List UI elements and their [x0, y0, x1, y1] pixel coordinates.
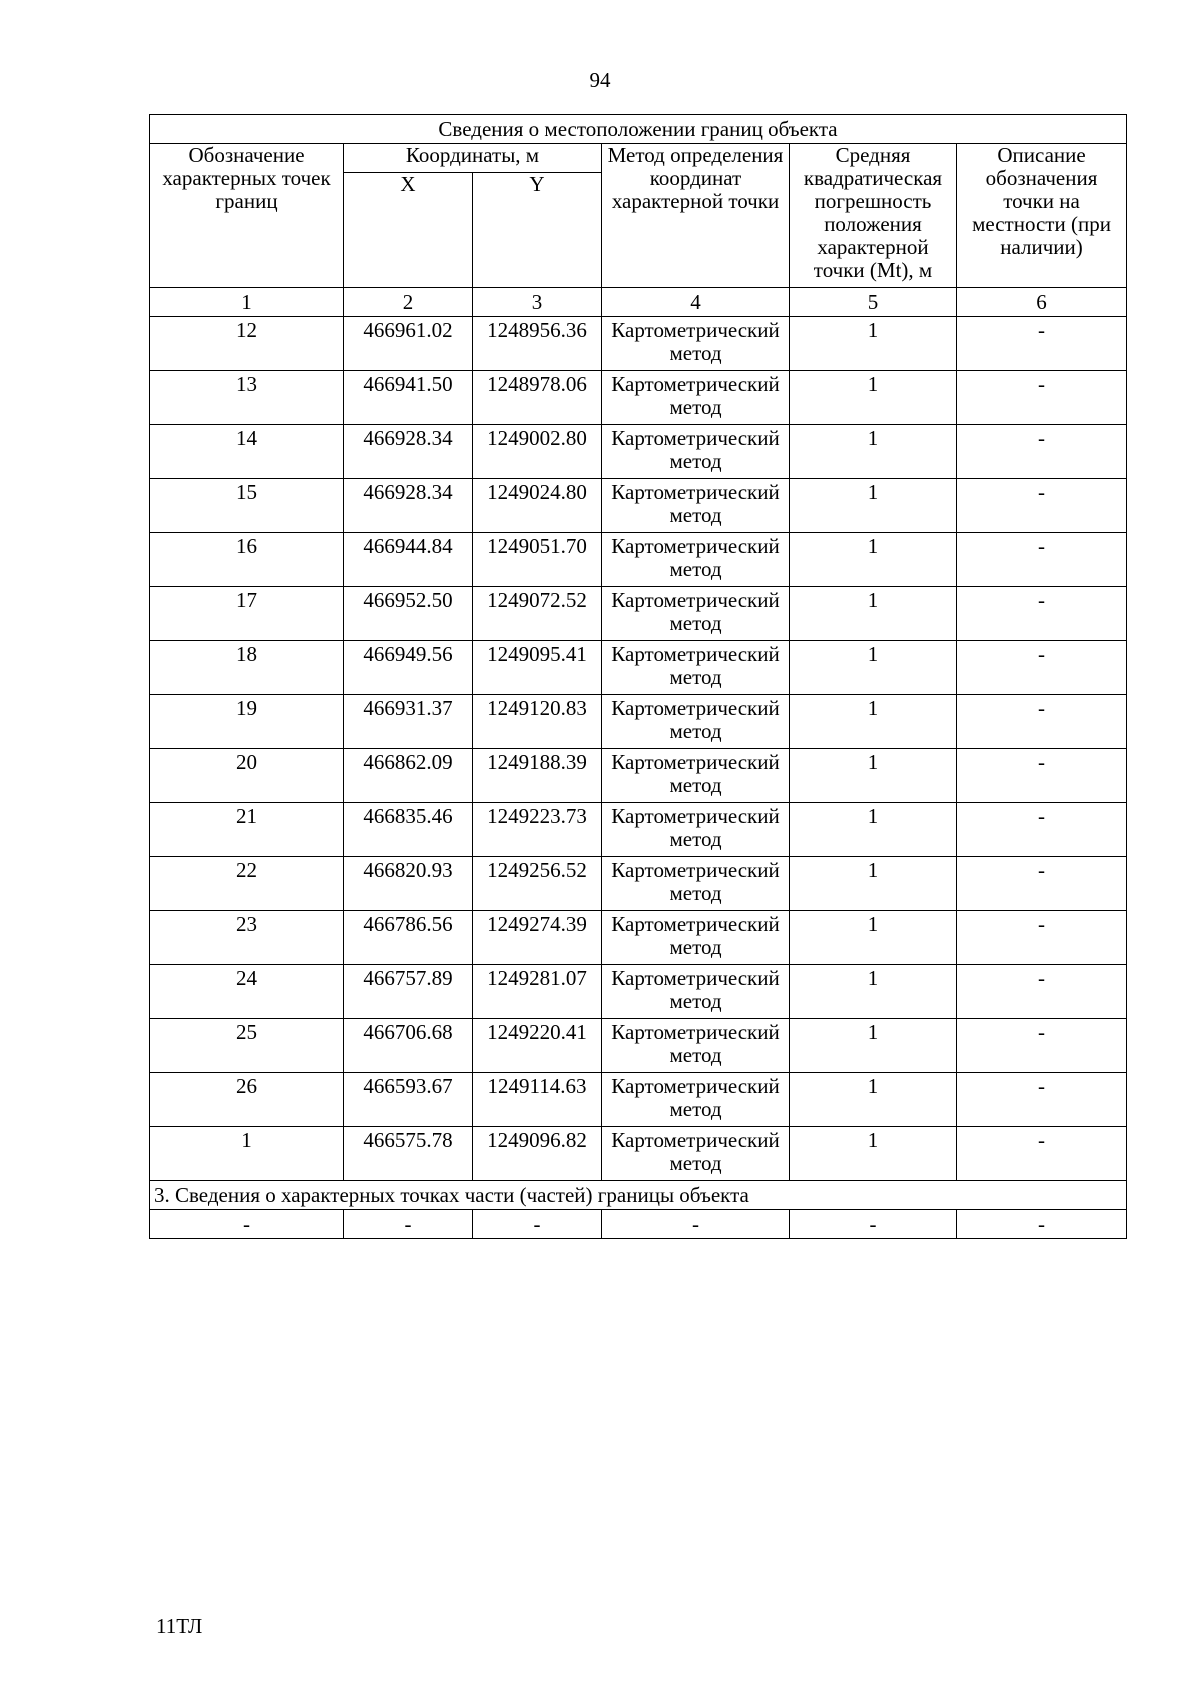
method-cell	[602, 533, 790, 587]
header-method: Метод определения координат характерной точки	[602, 144, 790, 288]
method-cell	[602, 317, 790, 371]
y-coordinate: 1248978.06	[473, 371, 602, 425]
point-number: 14	[150, 425, 344, 479]
mean-square-error: 1	[790, 695, 957, 749]
table-row	[150, 317, 1127, 371]
method-suffix: метод	[669, 719, 722, 743]
header-point-description: Описание обозначения точки на местности (при наличии)	[957, 144, 1127, 288]
column-number: 5	[790, 288, 957, 317]
header-coordinates: Координаты, м	[344, 144, 602, 173]
point-description: -	[957, 317, 1127, 371]
column-number: 2	[344, 288, 473, 317]
x-coordinate: 466928.34	[344, 479, 473, 533]
empty-value: -	[344, 1210, 473, 1239]
mean-square-error: 1	[790, 1019, 957, 1073]
point-description: -	[957, 911, 1127, 965]
method-suffix: метод	[669, 827, 722, 851]
table-row	[150, 1019, 1127, 1073]
point-number: 20	[150, 749, 344, 803]
method-cell	[602, 1127, 790, 1181]
y-coordinate: 1248956.36	[473, 317, 602, 371]
method-suffix: метод	[669, 557, 722, 581]
method-cell	[602, 695, 790, 749]
empty-value: -	[790, 1210, 957, 1239]
point-number: 24	[150, 965, 344, 1019]
y-coordinate: 1249114.63	[473, 1073, 602, 1127]
table-row	[150, 965, 1127, 1019]
method-name: Картометрический	[611, 372, 780, 396]
y-coordinate: 1249281.07	[473, 965, 602, 1019]
column-number: 4	[602, 288, 790, 317]
method-suffix: метод	[669, 341, 722, 365]
empty-value: -	[150, 1210, 344, 1239]
mean-square-error: 1	[790, 587, 957, 641]
point-description: -	[957, 425, 1127, 479]
header-mean-square-error: Средняя квадратическая погрешность положения характерной точки (Mt), м	[790, 144, 957, 288]
point-description: -	[957, 533, 1127, 587]
method-suffix: метод	[669, 881, 722, 905]
method-name: Картометрический	[611, 1020, 780, 1044]
table-caption: Сведения о местоположении границ объекта	[150, 115, 1127, 144]
method-suffix: метод	[669, 773, 722, 797]
x-coordinate: 466757.89	[344, 965, 473, 1019]
mean-square-error: 1	[790, 1073, 957, 1127]
table-row	[150, 911, 1127, 965]
x-coordinate: 466952.50	[344, 587, 473, 641]
table-row	[150, 803, 1127, 857]
table-row	[150, 857, 1127, 911]
method-suffix: метод	[669, 395, 722, 419]
point-description: -	[957, 803, 1127, 857]
empty-value: -	[957, 1210, 1127, 1239]
x-coordinate: 466944.84	[344, 533, 473, 587]
point-number: 21	[150, 803, 344, 857]
y-coordinate: 1249051.70	[473, 533, 602, 587]
point-description: -	[957, 1019, 1127, 1073]
method-cell	[602, 749, 790, 803]
mean-square-error: 1	[790, 911, 957, 965]
method-name: Картометрический	[611, 804, 780, 828]
empty-value: -	[602, 1210, 790, 1239]
method-suffix: метод	[669, 503, 722, 527]
y-coordinate: 1249002.80	[473, 425, 602, 479]
y-coordinate: 1249220.41	[473, 1019, 602, 1073]
y-coordinate: 1249096.82	[473, 1127, 602, 1181]
method-cell	[602, 641, 790, 695]
mean-square-error: 1	[790, 965, 957, 1019]
boundary-coordinates-table	[149, 114, 1127, 1239]
point-description: -	[957, 857, 1127, 911]
x-coordinate: 466862.09	[344, 749, 473, 803]
y-coordinate: 1249188.39	[473, 749, 602, 803]
method-suffix: метод	[669, 935, 722, 959]
header-x: X	[344, 173, 473, 288]
mean-square-error: 1	[790, 533, 957, 587]
table-row	[150, 641, 1127, 695]
x-coordinate: 466928.34	[344, 425, 473, 479]
x-coordinate: 466961.02	[344, 317, 473, 371]
point-number: 22	[150, 857, 344, 911]
y-coordinate: 1249072.52	[473, 587, 602, 641]
method-cell	[602, 425, 790, 479]
y-coordinate: 1249274.39	[473, 911, 602, 965]
x-coordinate: 466949.56	[344, 641, 473, 695]
column-number: 3	[473, 288, 602, 317]
method-name: Картометрический	[611, 588, 780, 612]
x-coordinate: 466593.67	[344, 1073, 473, 1127]
method-name: Картометрический	[611, 912, 780, 936]
method-suffix: метод	[669, 449, 722, 473]
method-name: Картометрический	[611, 750, 780, 774]
x-coordinate: 466931.37	[344, 695, 473, 749]
header-point-designation: Обозначение характерных точек границ	[150, 144, 344, 288]
y-coordinate: 1249120.83	[473, 695, 602, 749]
table-row	[150, 425, 1127, 479]
method-cell	[602, 857, 790, 911]
method-name: Картометрический	[611, 318, 780, 342]
mean-square-error: 1	[790, 371, 957, 425]
method-cell	[602, 911, 790, 965]
method-cell	[602, 965, 790, 1019]
mean-square-error: 1	[790, 857, 957, 911]
point-number: 1	[150, 1127, 344, 1181]
method-name: Картометрический	[611, 1074, 780, 1098]
point-number: 16	[150, 533, 344, 587]
method-suffix: метод	[669, 1043, 722, 1067]
y-coordinate: 1249024.80	[473, 479, 602, 533]
mean-square-error: 1	[790, 317, 957, 371]
point-description: -	[957, 479, 1127, 533]
method-cell	[602, 803, 790, 857]
point-description: -	[957, 371, 1127, 425]
mean-square-error: 1	[790, 803, 957, 857]
table-row	[150, 749, 1127, 803]
method-suffix: метод	[669, 989, 722, 1013]
method-cell	[602, 587, 790, 641]
point-description: -	[957, 1127, 1127, 1181]
point-description: -	[957, 587, 1127, 641]
footer-code: 11ТЛ	[156, 1614, 203, 1638]
empty-value: -	[473, 1210, 602, 1239]
point-number: 25	[150, 1019, 344, 1073]
method-suffix: метод	[669, 665, 722, 689]
point-description: -	[957, 695, 1127, 749]
table-row	[150, 479, 1127, 533]
point-number: 13	[150, 371, 344, 425]
page-number: 94	[589, 68, 611, 92]
table-row	[150, 533, 1127, 587]
section-3-row	[150, 1210, 1127, 1239]
method-name: Картометрический	[611, 1128, 780, 1152]
method-suffix: метод	[669, 611, 722, 635]
mean-square-error: 1	[790, 479, 957, 533]
x-coordinate: 466835.46	[344, 803, 473, 857]
method-cell	[602, 1073, 790, 1127]
method-suffix: метод	[669, 1151, 722, 1175]
point-number: 18	[150, 641, 344, 695]
point-number: 12	[150, 317, 344, 371]
point-number: 17	[150, 587, 344, 641]
x-coordinate: 466941.50	[344, 371, 473, 425]
method-name: Картометрический	[611, 534, 780, 558]
method-cell	[602, 371, 790, 425]
method-cell	[602, 479, 790, 533]
mean-square-error: 1	[790, 749, 957, 803]
point-number: 26	[150, 1073, 344, 1127]
section-3-title: 3. Сведения о характерных точках части (частей) границы объекта	[150, 1181, 1127, 1210]
table-row	[150, 587, 1127, 641]
x-coordinate: 466706.68	[344, 1019, 473, 1073]
column-number: 1	[150, 288, 344, 317]
table-row	[150, 1127, 1127, 1181]
mean-square-error: 1	[790, 1127, 957, 1181]
method-suffix: метод	[669, 1097, 722, 1121]
column-number-row	[150, 288, 1127, 317]
method-name: Картометрический	[611, 966, 780, 990]
y-coordinate: 1249095.41	[473, 641, 602, 695]
method-name: Картометрический	[611, 858, 780, 882]
x-coordinate: 466786.56	[344, 911, 473, 965]
method-name: Картометрический	[611, 480, 780, 504]
point-description: -	[957, 641, 1127, 695]
method-name: Картометрический	[611, 642, 780, 666]
mean-square-error: 1	[790, 425, 957, 479]
column-number: 6	[957, 288, 1127, 317]
method-name: Картометрический	[611, 426, 780, 450]
point-description: -	[957, 965, 1127, 1019]
x-coordinate: 466575.78	[344, 1127, 473, 1181]
y-coordinate: 1249223.73	[473, 803, 602, 857]
point-number: 19	[150, 695, 344, 749]
y-coordinate: 1249256.52	[473, 857, 602, 911]
x-coordinate: 466820.93	[344, 857, 473, 911]
table-row	[150, 371, 1127, 425]
method-cell	[602, 1019, 790, 1073]
point-number: 15	[150, 479, 344, 533]
header-y: Y	[473, 173, 602, 288]
table-row	[150, 695, 1127, 749]
table-row	[150, 1073, 1127, 1127]
point-description: -	[957, 1073, 1127, 1127]
method-name: Картометрический	[611, 696, 780, 720]
point-description: -	[957, 749, 1127, 803]
mean-square-error: 1	[790, 641, 957, 695]
point-number: 23	[150, 911, 344, 965]
